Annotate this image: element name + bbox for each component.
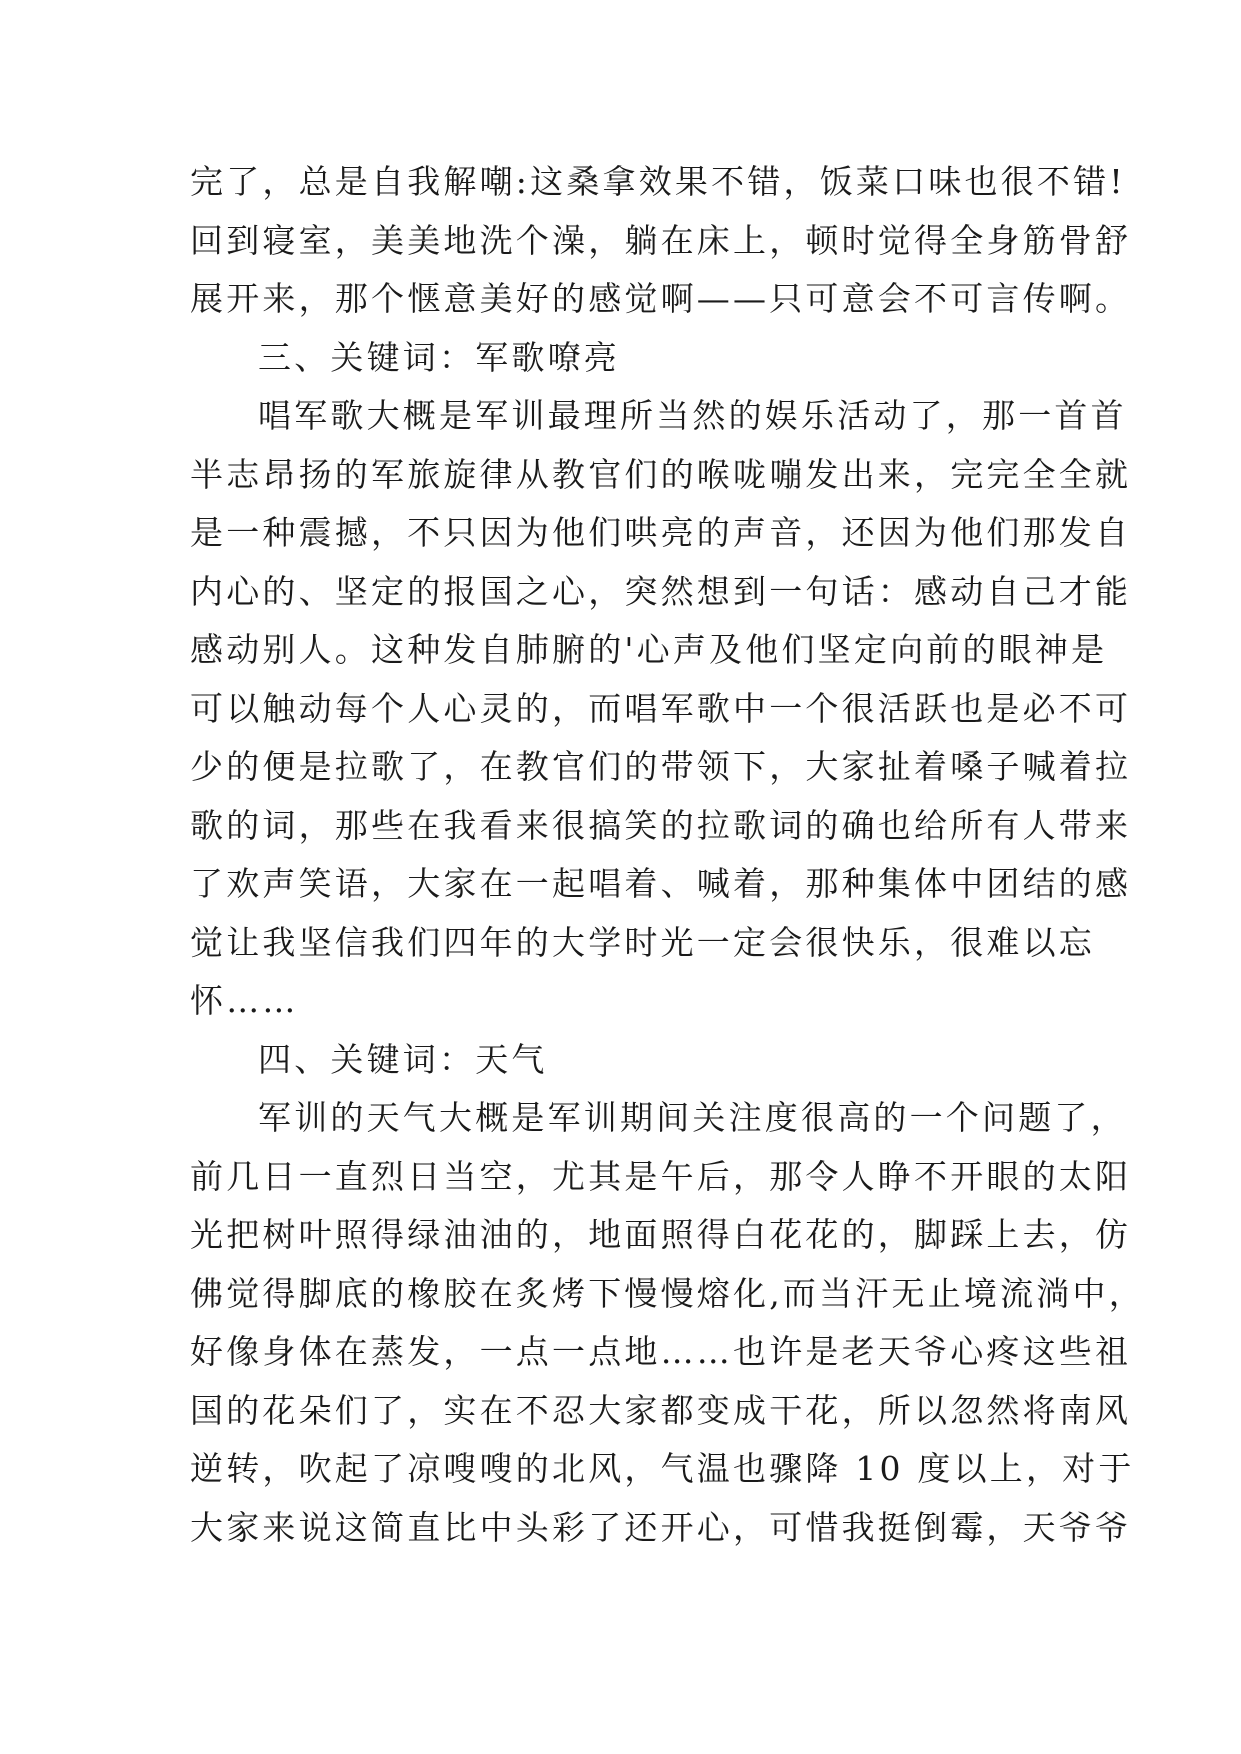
paragraph-first-line: 唱军歌大概是军训最理所当然的娱乐活动了，那一首首 xyxy=(258,396,1127,435)
text-line: 国的花朵们了，实在不忍大家都变成干花，所以忽然将南风 xyxy=(190,1390,1132,1430)
text-line: 佛觉得脚底的橡胶在炙烤下慢慢熔化,而当汗无止境流淌中， xyxy=(190,1273,1145,1313)
text-line: 觉让我坚信我们四年的大学时光一定会很快乐，很难以忘 xyxy=(190,922,1095,962)
text-line: 半志昂扬的军旅旋律从教官们的喉咙嘣发出来，完完全全就 xyxy=(190,454,1132,494)
paragraph-first-line: 军训的天气大概是军训期间关注度很高的一个问题了， xyxy=(258,1098,1127,1137)
text-line: 大家来说这简直比中头彩了还开心，可惜我挺倒霉，天爷爷 xyxy=(190,1507,1132,1547)
text-line: 好像身体在蒸发，一点一点地……也许是老天爷心疼这些祖 xyxy=(190,1332,1132,1371)
text-line: 歌的词，那些在我看来很搞笑的拉歌词的确也给所有人带来 xyxy=(190,805,1132,845)
text-line: 逆转，吹起了凉嗖嗖的北风，气温也骤降 10 度以上，对于 xyxy=(190,1449,1135,1488)
text-line: 完了，总是自我解嘲:这桑拿效果不错，饭菜口味也很不错! xyxy=(190,162,1126,201)
text-line: 了欢声笑语，大家在一起唱着、喊着，那种集体中团结的感 xyxy=(190,864,1132,903)
text-line: 感动别人。这种发自肺腑的'心声及他们坚定向前的眼神是 xyxy=(190,630,1108,669)
text-line: 怀…… xyxy=(190,981,299,1020)
text-line: 回到寝室，美美地洗个澡，躺在床上，顿时觉得全身筋骨舒 xyxy=(190,220,1132,260)
section-heading: 四、关键词：天气 xyxy=(258,1039,548,1079)
text-line: 可以触动每个人心灵的，而唱军歌中一个很活跃也是必不可 xyxy=(190,688,1132,728)
text-line: 前几日一直烈日当空，尤其是午后，那令人睁不开眼的太阳 xyxy=(190,1156,1132,1196)
text-line: 光把树叶照得绿油油的，地面照得白花花的，脚踩上去，仿 xyxy=(190,1215,1132,1254)
text-line: 内心的、坚定的报国之心，突然想到一句话：感动自己才能 xyxy=(190,571,1132,611)
text-line: 是一种震撼，不只因为他们哄亮的声音，还因为他们那发自 xyxy=(190,513,1132,552)
text-line: 展开来，那个惬意美好的感觉啊——只可意会不可言传啊。 xyxy=(190,279,1132,318)
body-text xyxy=(190,153,1145,1557)
section-heading: 三、关键词：军歌嘹亮 xyxy=(258,337,620,377)
text-line: 少的便是拉歌了，在教官们的带领下，大家扯着嗓子喊着拉 xyxy=(190,747,1132,786)
